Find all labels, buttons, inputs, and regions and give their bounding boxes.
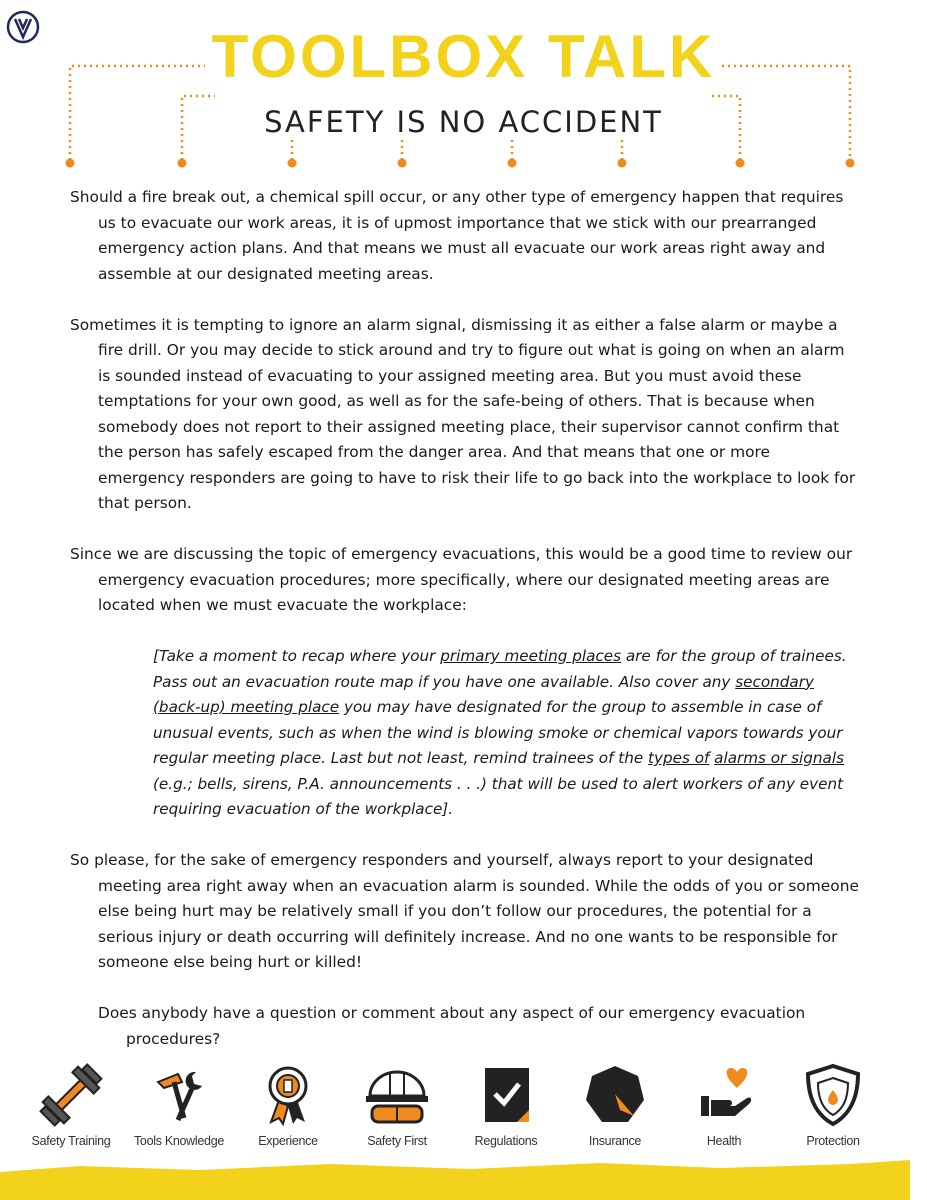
footer-item-safety-training — [16, 1060, 126, 1148]
footer-label: Regulations — [474, 1134, 538, 1148]
hardhat-goggles-icon — [362, 1060, 432, 1130]
footer-label: Health — [706, 1134, 742, 1148]
tools-icon — [144, 1060, 214, 1130]
note-underline-primary: primary meeting places — [440, 647, 622, 665]
shield-icon — [798, 1060, 868, 1130]
hand-heart-icon — [689, 1060, 759, 1130]
footer-label: Experience — [258, 1134, 318, 1148]
note-text: (e.g.; bells, sirens, P.A. announcements . . .) that will be used to alert workers of any event requiring evacuation of the workplace]. — [153, 774, 844, 818]
footer-item-insurance — [560, 1060, 670, 1148]
footer-item-protection — [778, 1060, 888, 1148]
note-underline-secondary: secondary (back-up) meeting place — [153, 672, 814, 716]
footer-item-regulations — [451, 1060, 561, 1148]
footer-item-experience — [233, 1060, 343, 1148]
umbrella-icon — [580, 1060, 650, 1130]
note-text: [Take a moment to recap where your — [153, 647, 441, 665]
document-body — [70, 185, 860, 1052]
page-subtitle: SAFETY IS NO ACCIDENT — [264, 105, 663, 139]
dumbbell-icon — [36, 1060, 106, 1130]
footer-item-safety-first — [342, 1060, 452, 1148]
footer-item-health — [669, 1060, 779, 1148]
header-banner — [0, 0, 927, 175]
paragraph-3: Since we are discussing the topic of emergency evacuations, this would be a good time to review our emergency evacuation procedures; more specifically, where our designated meeting areas are located when we must evacuate the workplace: — [70, 545, 853, 614]
note-text: you may have designated for the group to assemble in case of unusual events, such as when the wind is blowing smoke or chemical vapors towards your regular meeting place. Last but not least, remind trainees of the — [153, 698, 843, 767]
footer-label: Safety Training — [31, 1134, 111, 1148]
trainer-note — [153, 644, 860, 823]
paragraph-1: Should a fire break out, a chemical spill occur, or any other type of emergency happen that requires us to evacuate our work areas, it is of upmost importance that we stick with our prearranged emergency action plans. And that means we must all evacuate our work areas right away and assemble at our designated meeting areas. — [70, 188, 844, 283]
note-underline-types: types of — [648, 749, 710, 767]
note-underline-alarms: alarms or signals — [714, 749, 844, 767]
medal-icon — [253, 1060, 323, 1130]
page-title: TOOLBOX TALK — [211, 23, 716, 90]
footer-label: Tools Knowledge — [133, 1134, 224, 1148]
footer-label: Protection — [806, 1134, 860, 1148]
closing-question: Does anybody have a question or comment about any aspect of our emergency evacuation procedures? — [98, 1004, 806, 1048]
paragraph-5: So please, for the sake of emergency responders and yourself, always report to your designated meeting area right away when an evacuation alarm is sounded. While the odds of you or someone else being hurt may be relatively small if you don’t follow our procedures, the potential for a serious injury or death occurring will definitely increase. And no one wants to be responsible for someone else being hurt or killed! — [70, 851, 859, 971]
note-text: are for the group of trainees. Pass out an evacuation route map if you have one available. Also cover any — [153, 647, 847, 691]
paragraph-2: Sometimes it is tempting to ignore an alarm signal, dismissing it as either a false alarm or maybe a fire drill. Or you may decide to stick around and try to figure out what is going on when an alarm is sounded instead of evacuating to your assigned meeting area. But you must avoid these temptations for your own good, as well as for the safe-being of others. That is because when somebody does not report to their assigned meeting place, their supervisor cannot confirm that the person has safely escaped from the danger area. And that means that one or more emergency responders are going to have to risk their life to go back into the workplace to look for that person. — [70, 315, 856, 512]
checklist-icon — [471, 1060, 541, 1130]
footer-label: Safety First — [367, 1134, 427, 1148]
footer-item-tools-knowledge — [124, 1060, 234, 1148]
footer-label: Insurance — [588, 1134, 642, 1148]
footer-icon-strip — [0, 1060, 927, 1200]
